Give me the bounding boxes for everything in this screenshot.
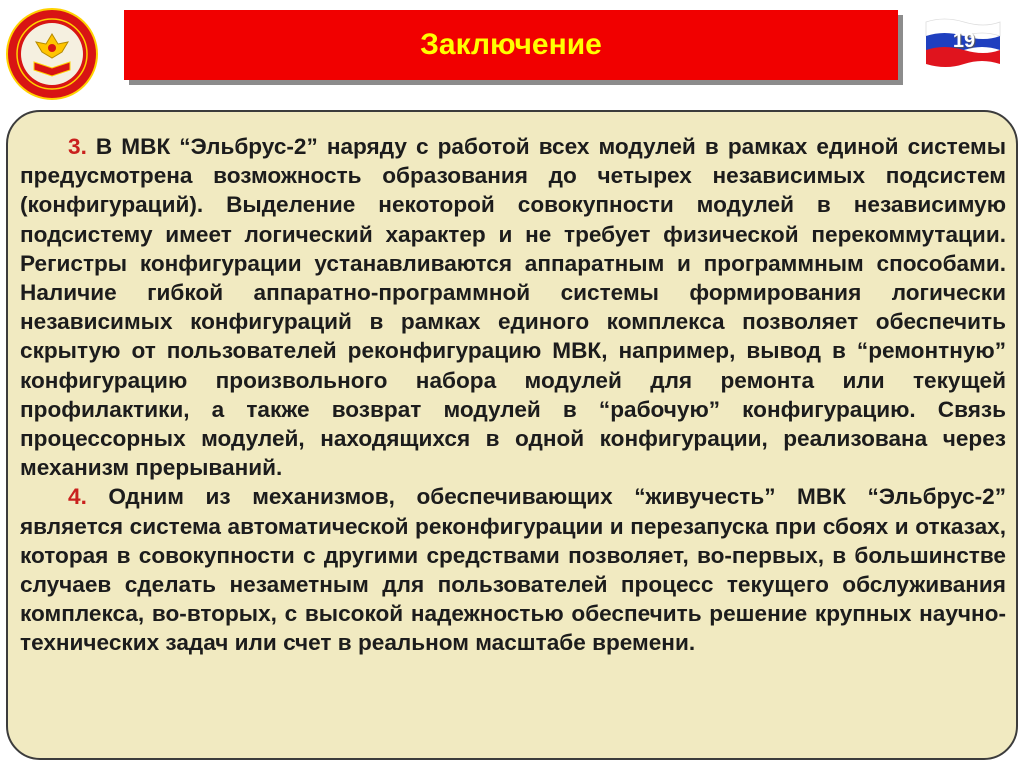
content-panel bbox=[6, 110, 1018, 760]
title-banner bbox=[124, 10, 898, 80]
slide-title: Заключение bbox=[420, 28, 602, 61]
paragraph-3 bbox=[20, 132, 1006, 482]
paragraph-text: Одним из механизмов, обеспечивающих “живучесть” МВК “Эльбрус-2” является система автоматической реконфигурации и перезапуска при сбоях и отказах, которая в совокупности с другими средствами позволяет, во-первых, в большинстве случаев сделать незаметным для пользователей процесс текущего обслуживания комплекса, во-вторых, с высокой надежностью обеспечить решение крупных научно-технических задач или счет в реальном масштабе времени. bbox=[20, 484, 1006, 656]
paragraph-4 bbox=[20, 482, 1006, 657]
paragraph-number: 4. bbox=[68, 484, 87, 510]
paragraph-number: 3. bbox=[68, 134, 87, 159]
slide-number: 19 bbox=[952, 30, 976, 52]
paragraph-text: В МВК “Эльбрус-2” наряду с работой всех модулей в рамках единой системы предусмотрена возможность образования до четырех независимых подсистем (конфигураций). Выделение некоторой совокупности модулей в независимую подсистему имеет логический характер и не требует физической перекоммутации. Регистры конфигурации устанавливаются аппаратным и программным способами. Наличие гибкой аппаратно-программной системы формирования логически независимых конфигураций в рамках единого комплекса позволяет обеспечить скрытую от пользователей реконфигурацию МВК, например, вывод в “ремонтную” конфигурацию произвольного набора модулей для ремонта или текущей профилактики, а также возврат модулей в “рабочую” конфигурацию. Связь процессорных модулей, находящихся в одной конфигурации, реализована через механизм прерываний. bbox=[20, 134, 1006, 481]
emblem-logo-icon bbox=[6, 8, 98, 100]
